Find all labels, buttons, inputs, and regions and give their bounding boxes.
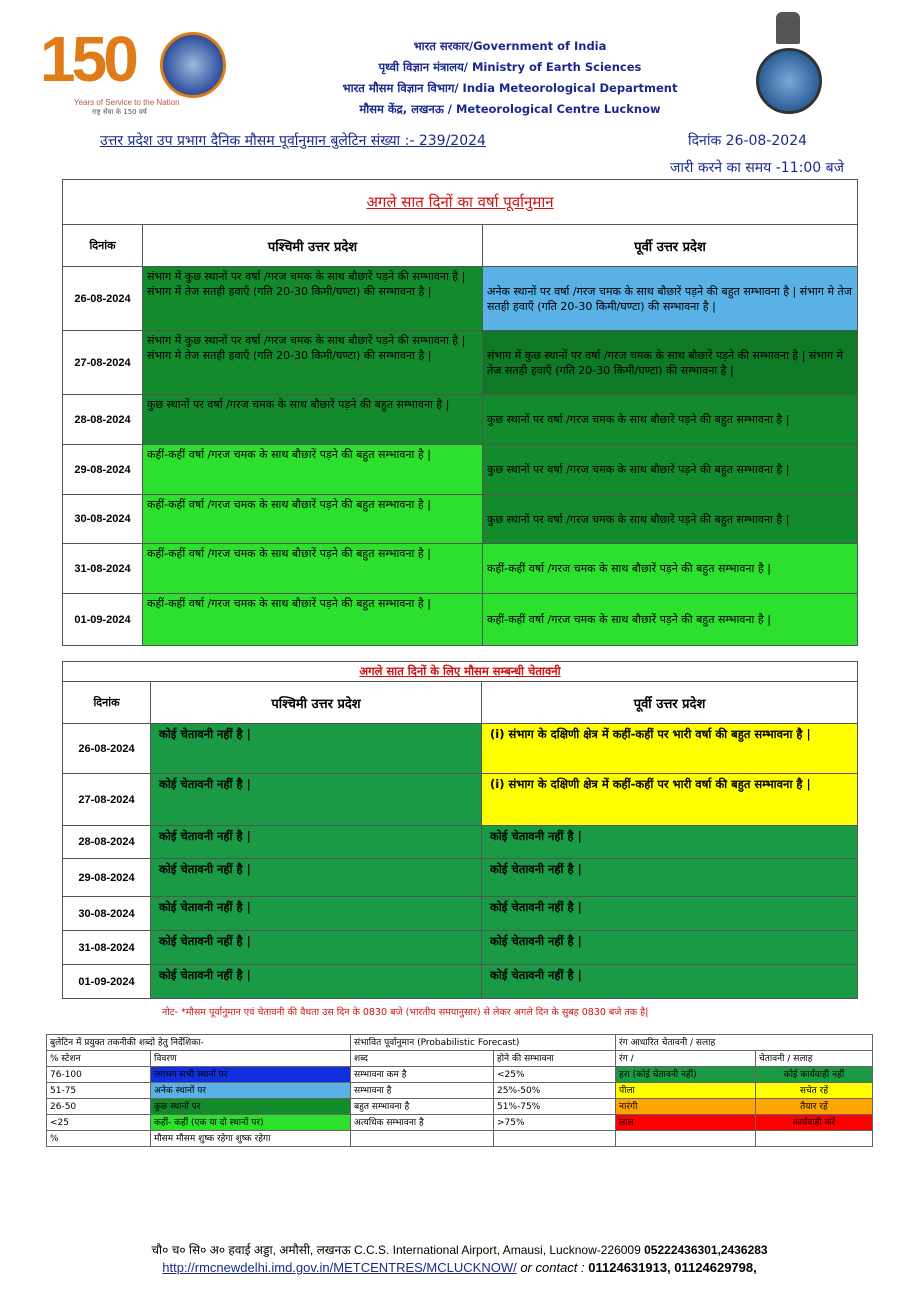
legend-color-name: नारंगी xyxy=(616,1099,756,1115)
footer-contact-label: or contact : xyxy=(520,1260,585,1275)
issue-time: जारी करने का समय -11:00 बजे xyxy=(670,160,844,176)
row-date: 27-08-2024 xyxy=(63,774,151,826)
legend-advice: तैयार रहें xyxy=(756,1099,873,1115)
row-date: 27-08-2024 xyxy=(63,331,143,395)
legend-advice: कोई कार्यवाही नहीं xyxy=(756,1067,873,1083)
west-up-warning: कोई चेतावनी नहीं है | xyxy=(151,931,482,965)
footer-website-link[interactable]: http://rmcnewdelhi.imd.gov.in/METCENTRES/MCLUCKNOW/ xyxy=(162,1260,517,1275)
legend-subhead: शब्द xyxy=(351,1051,494,1067)
west-up-forecast: कुछ स्थानों पर वर्षा /गरज चमक के साथ बौछारें पड़ने की बहुत सम्भावना है | xyxy=(143,395,483,445)
row-date: 29-08-2024 xyxy=(63,859,151,897)
org-line: पृथ्वी विज्ञान मंत्रालय/ Ministry of Earth Sciences xyxy=(378,60,642,74)
table-row xyxy=(63,826,858,859)
row-date: 26-08-2024 xyxy=(63,724,151,774)
legend-prob xyxy=(494,1131,616,1147)
weather-warning-table xyxy=(62,661,858,999)
west-up-warning: कोई चेतावनी नहीं है | xyxy=(151,774,482,826)
legend-head: रंग आधारित चेतावनी / सलाह xyxy=(616,1035,873,1051)
legend-pct: 51-75 xyxy=(47,1083,151,1099)
rain-forecast-table xyxy=(62,179,858,646)
east-up-warning: (i) संभाग के दक्षिणी क्षेत्र में कहीं-कहीं पर भारी वर्षा की बहुत सम्भावना है | xyxy=(482,724,858,774)
west-up-warning: कोई चेतावनी नहीं है | xyxy=(151,826,482,859)
org-line: मौसम केंद्र, लखनऊ / Meteorological Centre Lucknow xyxy=(359,102,661,116)
legend-row xyxy=(47,1083,873,1099)
legend-advice: सचेत रहें xyxy=(756,1083,873,1099)
col-header-east: पूर्वी उत्तर प्रदेश xyxy=(482,682,858,724)
legend-pct: % xyxy=(47,1131,151,1147)
row-date: 01-09-2024 xyxy=(63,594,143,646)
org-line: भारत मौसम विज्ञान विभाग/ India Meteorological Department xyxy=(342,81,678,95)
east-up-forecast: कुछ स्थानों पर वर्षा /गरज चमक के साथ बौछारें पड़ने की बहुत सम्भावना है | xyxy=(483,395,858,445)
legend-table xyxy=(46,1034,873,1147)
east-up-forecast: कहीं-कहीं वर्षा /गरज चमक के साथ बौछारें पड़ने की बहुत सम्भावना है | xyxy=(483,544,858,594)
legend-head: संभावित पूर्वानुमान (Probabilistic Forecast) xyxy=(351,1035,616,1051)
east-up-warning: कोई चेतावनी नहीं है | xyxy=(482,897,858,931)
legend-word: बहुत सम्भावना है xyxy=(351,1099,494,1115)
legend-desc: कुछ स्थानों पर xyxy=(151,1099,351,1115)
col-header-east: पूर्वी उत्तर प्रदेश xyxy=(483,225,858,267)
east-up-forecast: अनेक स्थानों पर वर्षा /गरज चमक के साथ बौछारें पड़ने की बहुत सम्भावना है | संभाग मे तेज सतही हवाएँ (गति 20-30 किमी/घण्टा) की सम्भावना है | xyxy=(483,267,858,331)
row-date: 26-08-2024 xyxy=(63,267,143,331)
legend-color-name: हरा (कोई चेतावनी नहीं) xyxy=(616,1067,756,1083)
legend-desc: मौसम मौसम शुष्क रहेगा शुष्क रहेगा xyxy=(151,1131,351,1147)
logo-caption-hindi: राष्ट्र सेवा के 150 वर्ष xyxy=(92,108,147,116)
organization-block xyxy=(320,36,700,120)
row-date: 28-08-2024 xyxy=(63,395,143,445)
warning-table-caption: अगले सात दिनों के लिए मौसम सम्बन्धी चेतावनी xyxy=(63,662,858,682)
row-date: 31-08-2024 xyxy=(63,544,143,594)
table-row xyxy=(63,931,858,965)
legend-row xyxy=(47,1099,873,1115)
legend-pct: 26-50 xyxy=(47,1099,151,1115)
footer-phones: 05222436301,2436283 xyxy=(644,1243,768,1257)
table-row xyxy=(63,544,858,594)
legend-desc: कहीं- कहीं (एक या दो स्थानों पर) xyxy=(151,1115,351,1131)
west-up-forecast: कहीं-कहीं वर्षा /गरज चमक के साथ बौछारें पड़ने की बहुत सम्भावना है | xyxy=(143,445,483,495)
table-row xyxy=(63,395,858,445)
west-up-forecast: कहीं-कहीं वर्षा /गरज चमक के साथ बौछारें पड़ने की बहुत सम्भावना है | xyxy=(143,495,483,544)
globe-icon xyxy=(160,32,226,98)
table-row xyxy=(63,331,858,395)
row-date: 31-08-2024 xyxy=(63,931,151,965)
footer-address: चौ० च० सि० अ० हवाई अड्डा, अमौसी, लखनऊ C.C.S. International Airport, Amausi, Lucknow-226009 xyxy=(151,1243,641,1257)
legend-prob: 51%-75% xyxy=(494,1099,616,1115)
table-row xyxy=(63,859,858,897)
east-up-warning: कोई चेतावनी नहीं है | xyxy=(482,859,858,897)
bulletin-title: उत्तर प्रदेश उप प्रभाग दैनिक मौसम पूर्वानुमान बुलेटिन संख्या :- 239/2024 xyxy=(100,133,486,149)
table-row xyxy=(63,495,858,544)
west-up-warning: कोई चेतावनी नहीं है | xyxy=(151,724,482,774)
legend-subhead: रंग / xyxy=(616,1051,756,1067)
legend-color-name: लाल xyxy=(616,1115,756,1131)
east-up-forecast: कहीं-कहीं वर्षा /गरज चमक के साथ बौछारें पड़ने की बहुत सम्भावना है | xyxy=(483,594,858,646)
legend-head: बुलेटिन में प्रयुक्त तकनीकी शब्दो हेतु निर्देशिका- xyxy=(47,1035,351,1051)
row-date: 30-08-2024 xyxy=(63,495,143,544)
col-header-date: दिनांक xyxy=(63,682,151,724)
legend-word: अत्यधिक सम्भावना है xyxy=(351,1115,494,1131)
legend-pct: <25 xyxy=(47,1115,151,1131)
legend-prob: >75% xyxy=(494,1115,616,1131)
legend-color-name xyxy=(616,1131,756,1147)
legend-word: सम्भावना है xyxy=(351,1083,494,1099)
legend-prob: 25%-50% xyxy=(494,1083,616,1099)
row-date: 29-08-2024 xyxy=(63,445,143,495)
row-date: 30-08-2024 xyxy=(63,897,151,931)
footer-contact-phones: 01124631913, 01124629798, xyxy=(588,1260,757,1275)
imd-emblem-icon xyxy=(752,12,824,116)
footer-contact-line xyxy=(0,1260,919,1275)
legend-subhead: % स्टेशन xyxy=(47,1051,151,1067)
west-up-warning: कोई चेतावनी नहीं है | xyxy=(151,859,482,897)
col-header-west: पश्चिमी उत्तर प्रदेश xyxy=(143,225,483,267)
table-row xyxy=(63,965,858,999)
imd-seal-icon xyxy=(756,48,822,114)
east-up-forecast: कुछ स्थानों पर वर्षा /गरज चमक के साथ बौछारें पड़ने की बहुत सम्भावना है | xyxy=(483,445,858,495)
rain-table-caption: अगले सात दिनों का वर्षा पूर्वानुमान xyxy=(63,180,858,225)
east-up-warning: कोई चेतावनी नहीं है | xyxy=(482,931,858,965)
bulletin-date: दिनांक 26-08-2024 xyxy=(688,133,808,149)
org-line: भारत सरकार/Government of India xyxy=(413,39,607,53)
west-up-forecast: संभाग में कुछ स्थानों पर वर्षा /गरज चमक के साथ बौछारें पड़ने की सम्भावना है | संभाग मे तेज सतही हवाएँ (गति 20-30 किमी/घण्टा) की सम्भावना है | xyxy=(143,331,483,395)
imd-150-years-logo xyxy=(40,23,230,116)
legend-prob: <25% xyxy=(494,1067,616,1083)
logo-number: 150 xyxy=(40,23,135,95)
legend-subhead: विवरण xyxy=(151,1051,351,1067)
table-row xyxy=(63,594,858,646)
row-date: 01-09-2024 xyxy=(63,965,151,999)
west-up-warning: कोई चेतावनी नहीं है | xyxy=(151,965,482,999)
west-up-forecast: कहीं-कहीं वर्षा /गरज चमक के साथ बौछारें पड़ने की बहुत सम्भावना है | xyxy=(143,594,483,646)
col-header-west: पश्चिमी उत्तर प्रदेश xyxy=(151,682,482,724)
legend-desc: लगभग सभी स्थानों पर xyxy=(151,1067,351,1083)
legend-word xyxy=(351,1131,494,1147)
legend-word: सम्भावना कम है xyxy=(351,1067,494,1083)
legend-advice xyxy=(756,1131,873,1147)
legend-advice: कार्यवाही करें xyxy=(756,1115,873,1131)
west-up-forecast: कहीं-कहीं वर्षा /गरज चमक के साथ बौछारें पड़ने की बहुत सम्भावना है | xyxy=(143,544,483,594)
legend-row xyxy=(47,1115,873,1131)
legend-subhead: होने की सम्भावना xyxy=(494,1051,616,1067)
legend-subhead: चेतावनी / सलाह xyxy=(756,1051,873,1067)
east-up-forecast: कुछ स्थानों पर वर्षा /गरज चमक के साथ बौछारें पड़ने की बहुत सम्भावना है | xyxy=(483,495,858,544)
west-up-forecast: संभाग में कुछ स्थानों पर वर्षा /गरज चमक के साथ बौछारें पड़ने की सम्भावना है | संभाग में तेज सतही हवाएँ (गति 20-30 किमी/घण्टा) की सम्भावना है | xyxy=(143,267,483,331)
east-up-warning: (i) संभाग के दक्षिणी क्षेत्र में कहीं-कहीं पर भारी वर्षा की बहुत सम्भावना है | xyxy=(482,774,858,826)
col-header-date: दिनांक xyxy=(63,225,143,267)
legend-row xyxy=(47,1067,873,1083)
west-up-warning: कोई चेतावनी नहीं है | xyxy=(151,897,482,931)
national-emblem-icon xyxy=(776,12,800,44)
legend-desc: अनेक स्थानों पर xyxy=(151,1083,351,1099)
table-row xyxy=(63,724,858,774)
east-up-warning: कोई चेतावनी नहीं है | xyxy=(482,826,858,859)
validity-note: नोट- *मौसम पूर्वानुमान एवं चेतावनी की वैधता उस दिन के 0830 बजे (भारतीय समयानुसार) से लेकर अगले दिन के सुबह 0830 बजे तक है| xyxy=(162,1007,649,1018)
table-row xyxy=(63,445,858,495)
legend-pct: 76-100 xyxy=(47,1067,151,1083)
east-up-warning: कोई चेतावनी नहीं है | xyxy=(482,965,858,999)
table-row xyxy=(63,774,858,826)
footer-address-line xyxy=(0,1241,919,1258)
legend-color-name: पीला xyxy=(616,1083,756,1099)
table-row xyxy=(63,267,858,331)
table-row xyxy=(63,897,858,931)
east-up-forecast: संभाग में कुछ स्थानों पर वर्षा /गरज चमक के साथ बौछारें पड़ने की सम्भावना है | संभाग मे तेज सतही हवाएँ (गति 20-30 किमी/घण्टा) की सम्भावना है | xyxy=(483,331,858,395)
logo-caption: Years of Service to the Nation xyxy=(74,98,180,107)
legend-row xyxy=(47,1131,873,1147)
row-date: 28-08-2024 xyxy=(63,826,151,859)
